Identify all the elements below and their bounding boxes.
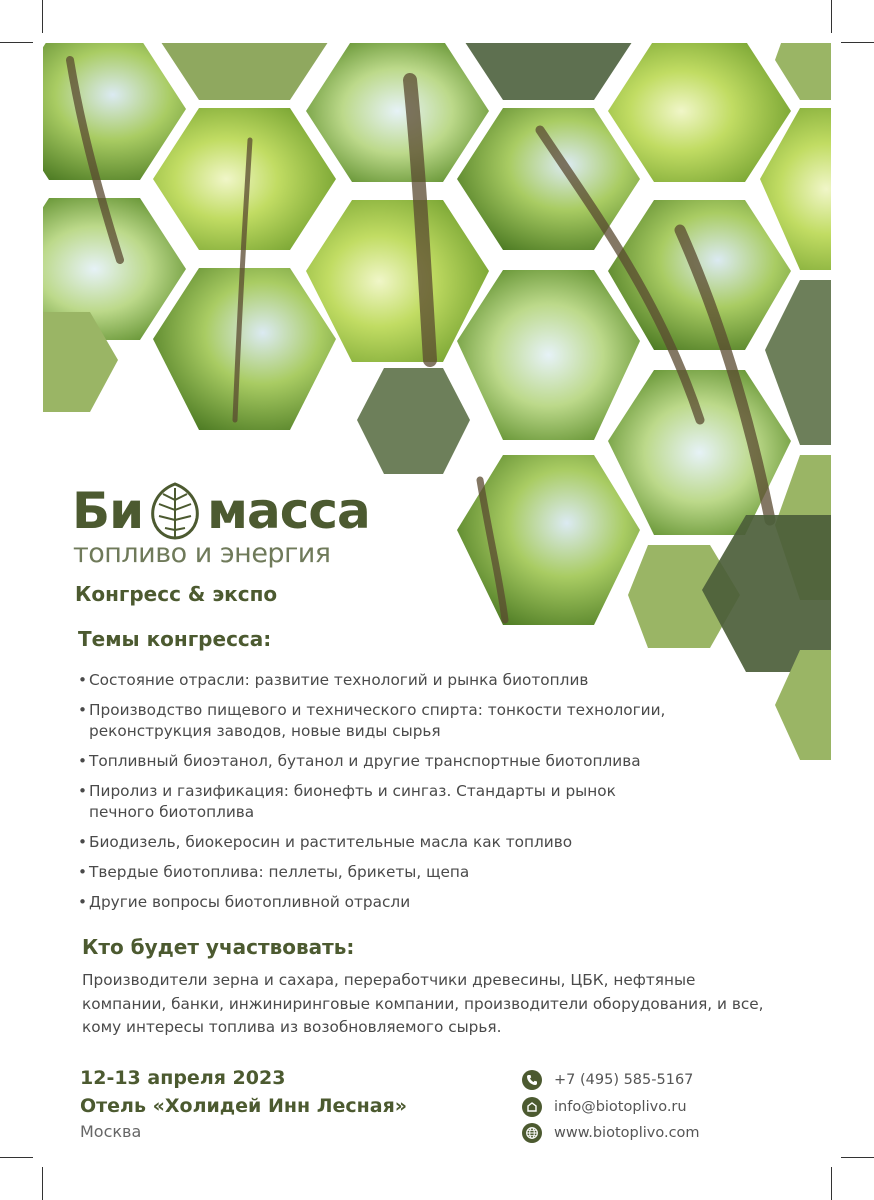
forest-hex bbox=[306, 40, 489, 182]
globe-icon bbox=[522, 1123, 542, 1143]
phone-icon bbox=[522, 1070, 542, 1090]
list-item: • Другие вопросы биотопливной отрасли bbox=[78, 892, 778, 913]
list-item: • Производство пищевого и технического спирта: тонкости технологии, реконструкция заводов, новые виды сырья bbox=[78, 700, 778, 742]
topics-list bbox=[78, 670, 778, 922]
event-date: 12-13 апреля 2023 bbox=[80, 1067, 286, 1089]
forest-hex bbox=[457, 455, 640, 625]
contact-email[interactable] bbox=[522, 1097, 687, 1117]
forest-hex bbox=[457, 270, 640, 440]
olive-hex bbox=[775, 0, 874, 100]
email-icon bbox=[522, 1097, 542, 1117]
contact-website[interactable] bbox=[522, 1123, 700, 1143]
list-item: • Пиролиз и газификация: бионефть и сингаз. Стандарты и рынок печного биотоплива bbox=[78, 781, 778, 823]
logo-subtitle: топливо и энергия bbox=[73, 538, 331, 569]
logo-text-part2: масса bbox=[207, 482, 370, 540]
forest-hex bbox=[608, 40, 791, 182]
list-item: • Топливный биоэтанол, бутанол и другие транспортные биотоплива bbox=[78, 751, 778, 772]
logo-text-part1: Би bbox=[72, 482, 144, 540]
logo bbox=[72, 476, 370, 546]
olive-hex bbox=[357, 368, 470, 474]
olive-hex bbox=[457, 0, 640, 100]
participants-heading: Кто будет участвовать: bbox=[82, 935, 355, 959]
event-type: Конгресс & экспо bbox=[75, 582, 278, 606]
list-item: • Биодизель, биокеросин и растительные масла как топливо bbox=[78, 832, 778, 853]
forest-hex bbox=[153, 268, 336, 430]
phone-text: +7 (495) 585-5167 bbox=[554, 1072, 694, 1088]
olive-hex bbox=[702, 515, 874, 672]
email-text: info@biotoplivo.ru bbox=[554, 1099, 687, 1115]
forest-hex bbox=[3, 198, 186, 340]
olive-hex bbox=[765, 280, 874, 445]
event-city: Москва bbox=[80, 1122, 142, 1141]
contact-phone[interactable] bbox=[522, 1070, 693, 1090]
website-text: www.biotoplivo.com bbox=[554, 1125, 700, 1141]
list-item: • Твердые биотоплива: пеллеты, брикеты, щепа bbox=[78, 862, 778, 883]
leaf-icon bbox=[145, 480, 205, 542]
list-item: • Состояние отрасли: развитие технологий и рынка биотоплив bbox=[78, 670, 778, 691]
topics-heading: Темы конгресса: bbox=[78, 627, 272, 651]
olive-hex bbox=[153, 0, 336, 100]
participants-text: Производители зерна и сахара, переработчики древесины, ЦБК, нефтяные компании, банки, инжиниринговые компании, производители оборудования, и все, кому интересы топлива из возобновляемого сырья. bbox=[82, 971, 764, 1036]
forest-hex bbox=[457, 108, 640, 250]
event-venue: Отель «Холидей Инн Лесная» bbox=[80, 1095, 408, 1117]
